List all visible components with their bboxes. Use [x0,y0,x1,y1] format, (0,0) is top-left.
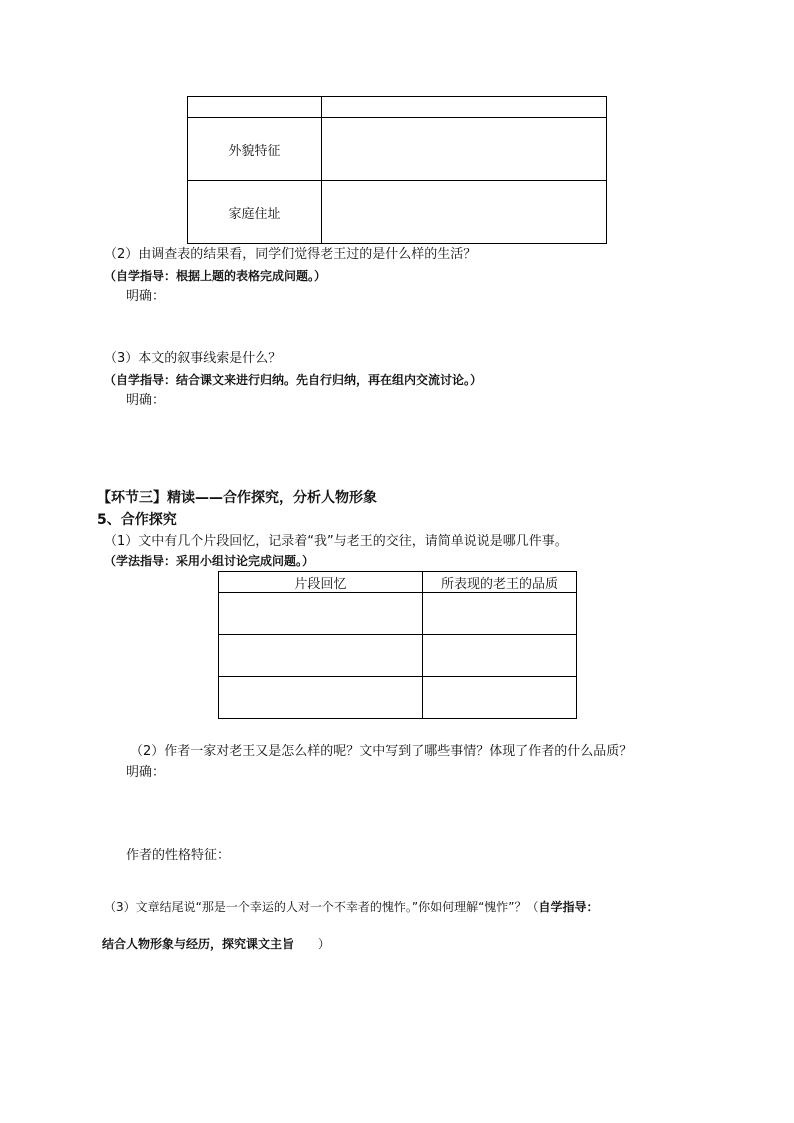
guide-2: （自学指导：根据上题的表格完成问题。） [104,269,327,283]
profile-table [187,96,607,244]
table-row [188,97,607,118]
answer-label-3: 明确： [126,393,166,408]
table-cell-label: 家庭住址 [188,181,322,244]
table-row [219,593,577,635]
question-s3-1: （1）文中有几个片段回忆，记录着“我”与老王的交往，请简单说说是哪几件事。 [104,534,568,549]
guide-s3-1: （学法指导：采用小组讨论完成问题。） [104,554,315,568]
guide-s3-3: 结合人物形象与经历，探究课文主旨 [102,937,295,951]
character-label: 作者的性格特征： [126,848,231,863]
table-header: 所表现的老王的品质 [423,572,577,593]
section-subtitle: 5、合作探究 [97,512,177,528]
table-cell [423,593,577,635]
table-cell-value [322,97,607,118]
answer-label-2: 明确： [126,289,166,304]
question-s3-2: （2）作者一家对老王又是怎么样的呢？文中写到了哪些事情？体现了作者的什么品质？ [130,744,633,759]
recall-table [218,571,577,719]
table-cell [423,635,577,677]
table-cell [423,677,577,719]
table-row [188,118,607,181]
table-cell-value [322,118,607,181]
table-header-row [219,572,577,593]
table-cell [219,635,423,677]
guide-s3-3-close: ） [318,937,331,951]
question-s3-3-text: （3）文章结尾说“那是一个幸运的人对一个不幸者的愧怍。”你如何理解“愧怍”？（ [104,900,539,914]
table-row [219,635,577,677]
question-s3-3 [104,899,599,915]
table-cell [219,593,423,635]
section-title: 【环节三】精读——合作探究，分析人物形象 [97,490,377,506]
question-2: （2）由调查表的结果看，同学们觉得老王过的是什么样的生活？ [104,247,477,262]
table-cell-value [322,181,607,244]
table-cell [219,677,423,719]
table-cell-label [188,97,322,118]
table-cell-label: 外貌特征 [188,118,322,181]
answer-label-s3-2: 明确： [126,765,166,780]
table-row [219,677,577,719]
question-s3-3-cont [102,936,330,952]
guide-s3-3-prefix: 自学指导： [538,900,599,914]
table-row [188,181,607,244]
guide-3: （自学指导：结合课文来进行归纳。先自行归纳，再在组内交流讨论。） [104,373,483,387]
question-3: （3）本文的叙事线索是什么？ [104,351,282,366]
table-header: 片段回忆 [219,572,423,593]
